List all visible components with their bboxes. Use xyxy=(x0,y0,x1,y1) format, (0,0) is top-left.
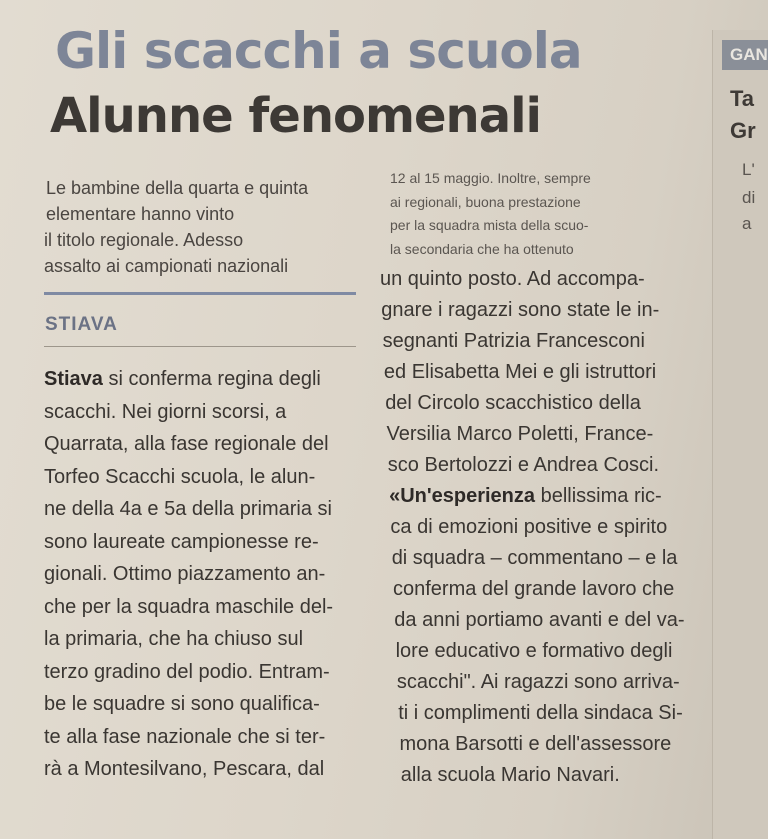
line-text: be le squadre si sono qualifica- xyxy=(44,693,320,715)
line-text: alla scuola Mario Navari. xyxy=(400,764,620,786)
line-text: scacchi. Nei giorni scorsi, a xyxy=(44,400,287,423)
article-text-line xyxy=(44,433,329,456)
article-text-line xyxy=(44,693,320,716)
article-text-line xyxy=(44,628,303,651)
article-text-line xyxy=(381,299,659,322)
article-text-line xyxy=(389,485,662,508)
article-text-line xyxy=(44,401,286,424)
article-text-line xyxy=(398,702,683,725)
article-text-line xyxy=(44,758,324,781)
line-text: terzo gradino del podio. Entram- xyxy=(44,660,330,683)
line-text: ed Elisabetta Mei e gli istruttori xyxy=(383,361,657,383)
article-text-line xyxy=(384,361,656,384)
article-text-line xyxy=(394,609,684,632)
article-text-line xyxy=(400,733,672,756)
line-text: rà a Montesilvano, Pescara, dal xyxy=(44,758,325,780)
article-text-line xyxy=(44,596,333,619)
article-text-line xyxy=(390,516,667,539)
line-text: mona Barsotti e dell'assessore xyxy=(399,733,672,755)
line-text: del Circolo scacchistico della xyxy=(385,392,641,414)
subtitle-line: Le bambine della quarta e quinta xyxy=(46,178,309,198)
adjacent-article-text: di xyxy=(742,188,756,207)
article-text-line: la secondaria che ha ottenuto xyxy=(390,240,574,257)
line-text: conferma del grande lavoro che xyxy=(393,578,675,600)
article-text-line xyxy=(44,466,315,489)
article-text-line xyxy=(44,368,321,391)
line-text: segnanti Patrizia Francesconi xyxy=(382,330,645,352)
section-label: STIAVA xyxy=(45,314,118,335)
divider xyxy=(44,292,356,295)
article-text-line xyxy=(44,563,325,586)
line-text: bellissima ric- xyxy=(535,485,662,507)
article-text-line xyxy=(401,764,620,787)
line-text: da anni portiamo avanti e del va- xyxy=(394,609,685,631)
divider xyxy=(44,346,356,347)
subtitle-line: il titolo regionale. Adesso xyxy=(44,230,244,250)
line-text: lore educativo e formativo degli xyxy=(395,640,673,662)
subtitle-line: elementare hanno vinto xyxy=(46,204,235,224)
line-text: Versilia Marco Poletti, France- xyxy=(386,423,654,445)
article-text-line xyxy=(44,726,325,749)
line-text: gnare i ragazzi sono state le in- xyxy=(381,299,660,321)
adjacent-article-text: a xyxy=(742,214,752,233)
line-text: si conferma regina degli xyxy=(102,368,321,390)
article-text-line xyxy=(397,671,680,694)
lead-in-bold: Stiava xyxy=(44,368,103,390)
article-text-line xyxy=(44,661,330,684)
line-text: sco Bertolozzi e Andrea Cosci. xyxy=(387,454,660,476)
line-text: Quarrata, alla fase regionale del xyxy=(44,433,329,455)
article-text-line xyxy=(392,547,678,570)
article-text-line xyxy=(380,268,645,291)
article-text-line xyxy=(393,578,674,601)
article-text-line: ai regionali, buona prestazione xyxy=(390,193,581,210)
lead-in-bold: «Un'esperienza xyxy=(389,485,536,507)
line-text: scacchi". Ai ragazzi sono arriva- xyxy=(396,671,680,693)
article-text-line xyxy=(44,498,332,521)
line-text: di squadra – commentano – e la xyxy=(391,547,678,569)
adjacent-article xyxy=(712,30,768,839)
line-text: la primaria, che ha chiuso sul xyxy=(44,628,304,650)
line-text: ne della 4a e 5a della primaria si xyxy=(44,498,332,520)
article-text-line: per la squadra mista della scuo- xyxy=(390,217,589,233)
adjacent-article-heading: Gr xyxy=(730,118,756,143)
line-text: ca di emozioni positive e spirito xyxy=(390,516,668,538)
line-text: che per la squadra maschile del- xyxy=(44,595,334,618)
article-text-line: 12 al 15 maggio. Inoltre, sempre xyxy=(390,170,591,186)
line-text: Torfeo Scacchi scuola, le alun- xyxy=(44,465,316,488)
article-text-line xyxy=(44,531,319,554)
line-text: gionali. Ottimo piazzamento an- xyxy=(44,563,326,585)
adjacent-article-text: L' xyxy=(742,160,755,179)
article-text-line xyxy=(387,423,654,446)
article-text-line xyxy=(396,640,673,663)
headline-kicker: Gli scacchi a scuola xyxy=(55,22,582,80)
line-text: ti i complimenti della sindaca Si- xyxy=(398,702,683,724)
line-text: un quinto posto. Ad accompa- xyxy=(380,268,645,290)
headline-title: Alunne fenomenali xyxy=(50,88,542,144)
adjacent-article-tag: GAN xyxy=(722,40,768,70)
article-text-line xyxy=(385,392,641,415)
article-text-line xyxy=(388,454,659,477)
adjacent-article-heading: Ta xyxy=(730,86,755,111)
article-text-line xyxy=(383,330,645,353)
subtitle-line: assalto ai campionati nazionali xyxy=(44,256,289,276)
line-text: sono laureate campionesse re- xyxy=(44,530,319,553)
line-text: te alla fase nazionale che si ter- xyxy=(44,725,326,748)
